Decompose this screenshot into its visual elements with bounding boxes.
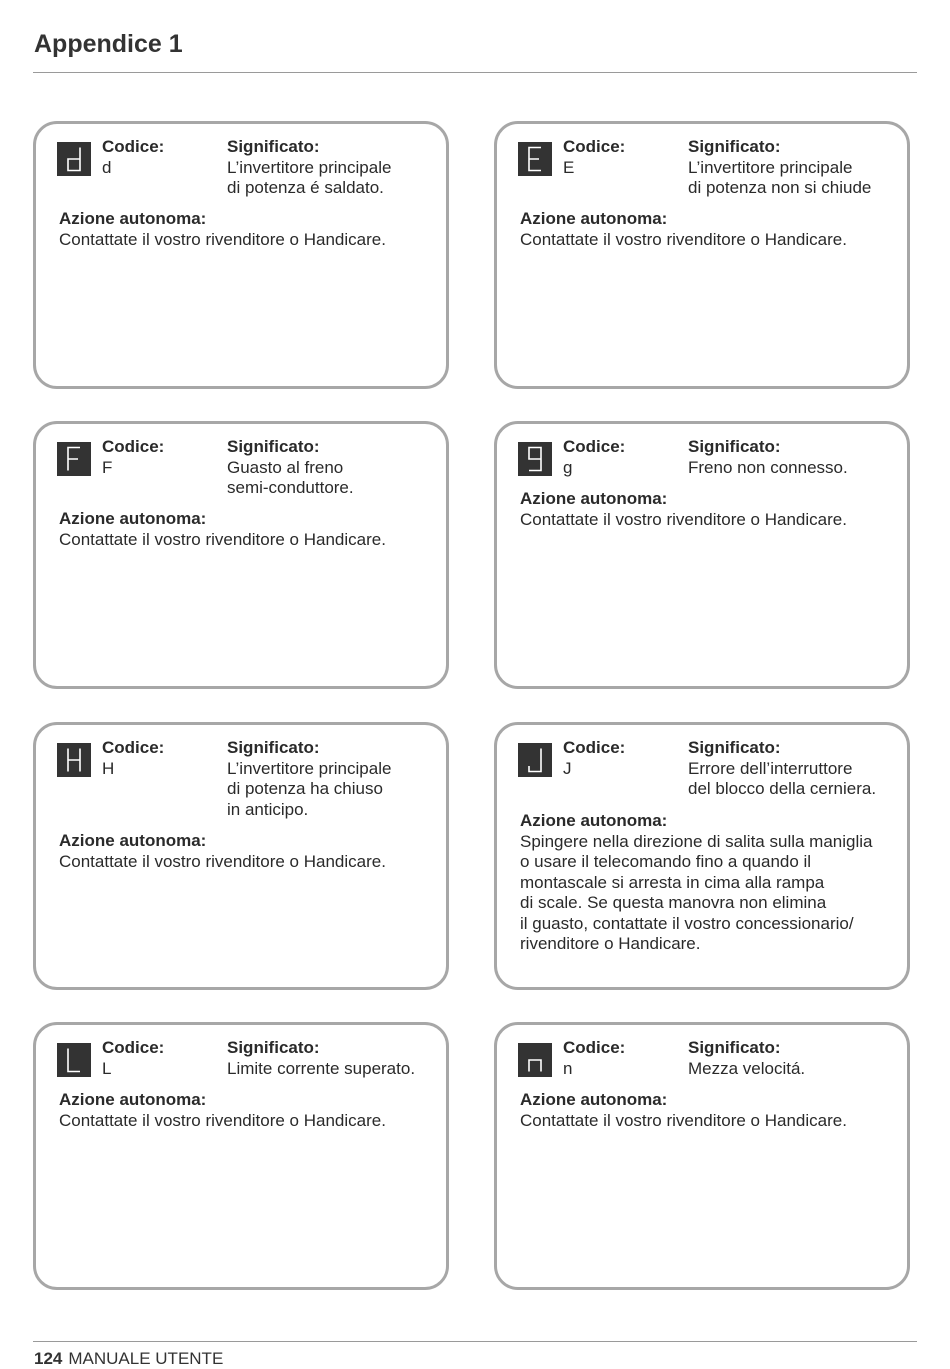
meaning-label: Significato: — [227, 137, 320, 156]
code-value: J — [563, 759, 572, 778]
action-value: Contattate il vostro rivenditore o Handicare. — [59, 1111, 386, 1130]
code-value: L — [102, 1059, 112, 1078]
error-card-d — [33, 121, 449, 389]
meaning-value: Errore dell’interruttore del blocco della cerniera. — [688, 759, 877, 799]
bottom-divider — [33, 1341, 917, 1342]
error-card-h — [33, 722, 449, 990]
code-value: F — [102, 458, 113, 477]
action-value: Contattate il vostro rivenditore o Handicare. — [520, 1111, 847, 1130]
error-card-g — [494, 421, 910, 689]
manual-title: MANUALE UTENTE — [68, 1349, 224, 1368]
meaning-label: Significato: — [688, 738, 781, 757]
code-label: Codice: — [102, 137, 165, 156]
meaning-value: Guasto al freno semi-conduttore. — [227, 458, 354, 498]
code-label: Codice: — [102, 1038, 165, 1057]
seven-segment-n-icon — [518, 1043, 552, 1077]
action-label: Azione autonoma: — [59, 831, 207, 850]
error-card-l — [33, 1022, 449, 1290]
meaning-label: Significato: — [227, 1038, 320, 1057]
code-label: Codice: — [102, 437, 165, 456]
action-label: Azione autonoma: — [520, 1090, 668, 1109]
seven-segment-g-icon — [518, 442, 552, 476]
meaning-label: Significato: — [227, 437, 320, 456]
meaning-value: L’invertitore principale di potenza ha chiuso in anticipo. — [227, 759, 392, 819]
error-card-j — [494, 722, 910, 990]
action-label: Azione autonoma: — [520, 209, 668, 228]
error-card-f — [33, 421, 449, 689]
meaning-value: Mezza velocitá. — [688, 1059, 806, 1078]
seven-segment-e-icon — [518, 142, 552, 176]
code-value: n — [563, 1059, 573, 1078]
seven-segment-h-icon — [57, 743, 91, 777]
seven-segment-l-icon — [57, 1043, 91, 1077]
action-value: Contattate il vostro rivenditore o Handicare. — [59, 852, 386, 871]
meaning-label: Significato: — [688, 1038, 781, 1057]
top-divider — [33, 72, 917, 73]
action-label: Azione autonoma: — [520, 811, 668, 830]
action-value: Contattate il vostro rivenditore o Handicare. — [520, 510, 847, 529]
action-value: Contattate il vostro rivenditore o Handicare. — [59, 530, 386, 549]
error-card-n — [494, 1022, 910, 1290]
seven-segment-j-icon — [518, 743, 552, 777]
action-value: Spingere nella direzione di salita sulla maniglia o usare il telecomando fino a quando il montascale si arresta in cima alla rampa di scale. Se questa manovra non elimina il guasto, contattate il vostro concessionario/ rivenditore o Handicare. — [520, 832, 873, 954]
meaning-value: Limite corrente superato. — [227, 1059, 416, 1078]
action-label: Azione autonoma: — [520, 489, 668, 508]
action-value: Contattate il vostro rivenditore o Handicare. — [59, 230, 386, 249]
meaning-label: Significato: — [227, 738, 320, 757]
meaning-label: Significato: — [688, 437, 781, 456]
seven-segment-f-icon — [57, 442, 91, 476]
code-value: g — [563, 458, 573, 477]
error-card-e — [494, 121, 910, 389]
code-label: Codice: — [563, 738, 626, 757]
page-title: Appendice 1 — [34, 30, 183, 58]
code-label: Codice: — [563, 137, 626, 156]
action-label: Azione autonoma: — [59, 209, 207, 228]
seven-segment-d-icon — [57, 142, 91, 176]
meaning-value: Freno non connesso. — [688, 458, 848, 477]
code-value: E — [563, 158, 575, 177]
code-value: H — [102, 759, 115, 778]
action-label: Azione autonoma: — [59, 1090, 207, 1109]
action-value: Contattate il vostro rivenditore o Handicare. — [520, 230, 847, 249]
code-value: d — [102, 158, 112, 177]
code-label: Codice: — [102, 738, 165, 757]
page-number: 124 — [34, 1349, 63, 1368]
meaning-value: L’invertitore principale di potenza non si chiude — [688, 158, 872, 198]
action-label: Azione autonoma: — [59, 509, 207, 528]
page-footer — [34, 1349, 223, 1369]
code-label: Codice: — [563, 1038, 626, 1057]
meaning-label: Significato: — [688, 137, 781, 156]
meaning-value: L’invertitore principale di potenza é saldato. — [227, 158, 392, 198]
code-label: Codice: — [563, 437, 626, 456]
